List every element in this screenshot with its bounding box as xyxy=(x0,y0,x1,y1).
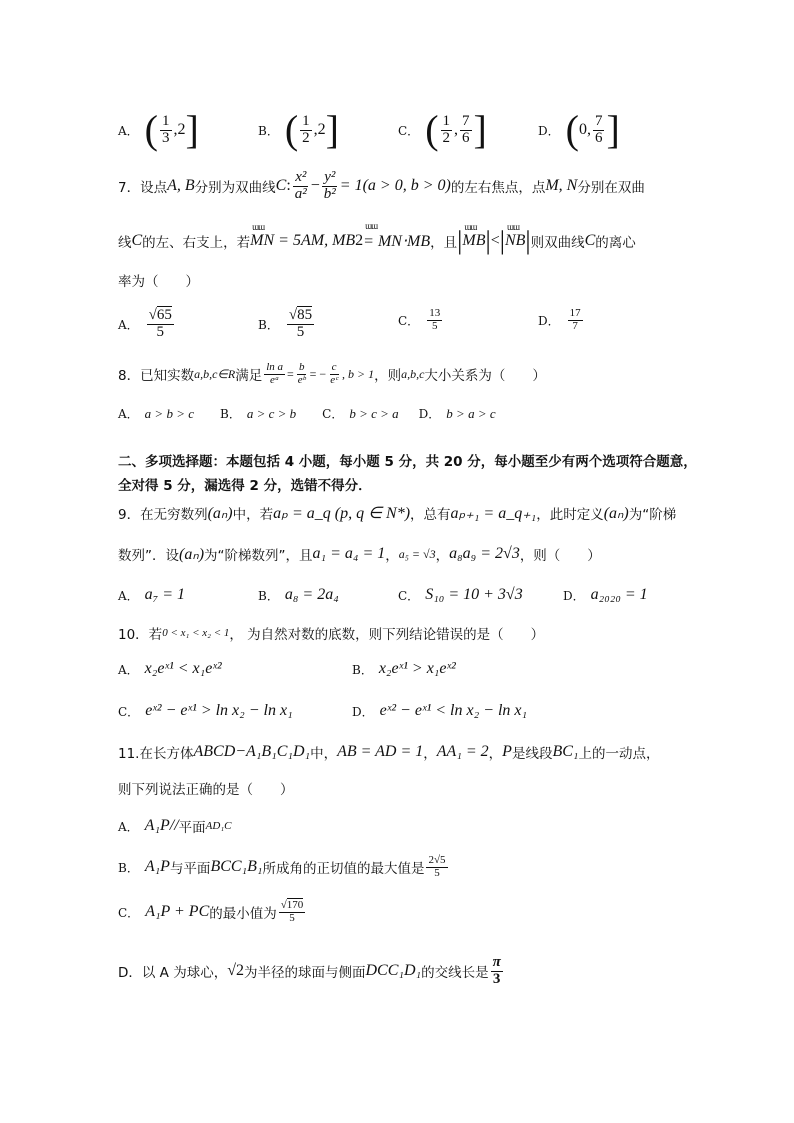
q10-option-b: B． x₂eˣ¹ > x₁eˣ² xyxy=(352,660,456,677)
q6-option-c: C． ( $\frac{1}{2}$ , $\frac{7}{6}$ ] xyxy=(398,107,487,152)
q11-option-a: A． A₁P// 平面 AD₁C xyxy=(118,817,232,836)
q6-option-a: A． ( $\frac{1}{3}$ ,2 ] xyxy=(118,107,199,152)
q7-option-b: B． $\frac{√85}{5}$ xyxy=(258,307,313,340)
q11-line1: 11.在长方体 ABCD−A₁B₁C₁D₁ 中， AB = AD = 1 ， AA₁ = 2 ， P 是线段 BC₁ 上的一动点， xyxy=(118,743,660,762)
q10-stem: 10．若 0 < x₁ < x₂ < 1 ， 为自然对数的底数，则下列结论错误的是（ ） xyxy=(118,627,545,643)
section-2-heading: 二、多项选择题：本题包括 4 小题，每小题 5 分，共 20 分，每小题至少有两个选项符合题意，全对得 5 分，漏选得 2 分，选错不得分． xyxy=(118,454,697,494)
q10-option-d: D． eˣ² − eˣ¹ < ln x₂ − ln x₁ xyxy=(352,702,528,719)
q10-option-c: C． eˣ² − eˣ¹ > ln x₂ − ln x₁ xyxy=(118,702,293,719)
q7-line3: 率为（ ） xyxy=(118,274,199,290)
q7-line1: 7．设点 A, B 分别为双曲线 C : $\frac{\text{x²}}{\text{a²}}$ − $\frac{\text{y²}}{\text{b²}}$ = 1(a > 0, b > 0) 的左右焦点，点 M, N 分别在双曲 xyxy=(118,169,645,202)
q7-line2: 线 C 的左、右支上，若 ɯɯ MN = 5AM, MB 2 ɯɯ = MN⋅MB ，且 | ɯɯ MB | < | ɯɯ NB | 则双曲线 C 的离心 xyxy=(118,228,636,254)
q9-line2: 数列”．设 (aₙ) 为“阶梯数列”，且 a₁ = a₄ = 1 ， a₅ = √3 ， a₈a₉ = 2√3 ，则（ ） xyxy=(118,545,601,564)
q8-options: A． a > b > c B． a > c > b C． b > c > a D． b > a > c xyxy=(118,405,496,421)
q8-stem: 8．已知实数 a,b,c∈R 满足 $\frac{\text{ln a}}{\text{eᵃ}}$ = $\frac{b}{\text{eᵇ}}$ = − $\frac{c}{\text{eᶜ}}$ , b > 1 ，则 a,b,c 大小关系为（ ） xyxy=(118,361,546,386)
q11-option-b: B． A₁P 与平面 BCC₁B₁ 所成角的正切值的最大值是 $\frac{2√5}{5}$ xyxy=(118,854,446,879)
q6-option-d: D． ( 0, $\frac{7}{6}$ ] xyxy=(538,107,620,152)
q9-option-c: C． S₁₀ = 10 + 3√3 xyxy=(398,586,523,603)
q10-option-a: A． x₂eˣ¹ < x₁eˣ² xyxy=(118,660,222,677)
q11-option-d: D．以 A 为球心， √2 为半径的球面与侧面 DCC₁D₁ 的交线长是 $\frac{\pi}{3}$ xyxy=(118,954,501,987)
q6-option-b: B． ( $\frac{1}{2}$ ,2 ] xyxy=(258,107,339,152)
q9-option-d: D． a₂₀₂₀ = 1 xyxy=(563,586,648,603)
q7-option-a: A． $\frac{√65}{5}$ xyxy=(118,307,172,340)
q11-line2: 则下列说法正确的是（ ） xyxy=(118,782,294,798)
q7-option-d: D． $\frac{17}{7}$ xyxy=(538,307,581,332)
q9-option-b: B． a₈ = 2a₄ xyxy=(258,586,339,603)
q9-option-a: A． a₇ = 1 xyxy=(118,586,186,603)
q11-option-c: C． A₁P + PC 的最小值为 $\frac{√170}{5}$ xyxy=(118,899,304,924)
q9-line1: 9．在无穷数列 (aₙ) 中，若 aₚ = a_q (p, q ∈ N*) ，总有 aₚ₊₁ = a_q₊₁ ，此时定义 (aₙ) 为“阶梯 xyxy=(118,505,677,523)
q7-option-c: C． $\frac{13}{5}$ xyxy=(398,307,441,332)
